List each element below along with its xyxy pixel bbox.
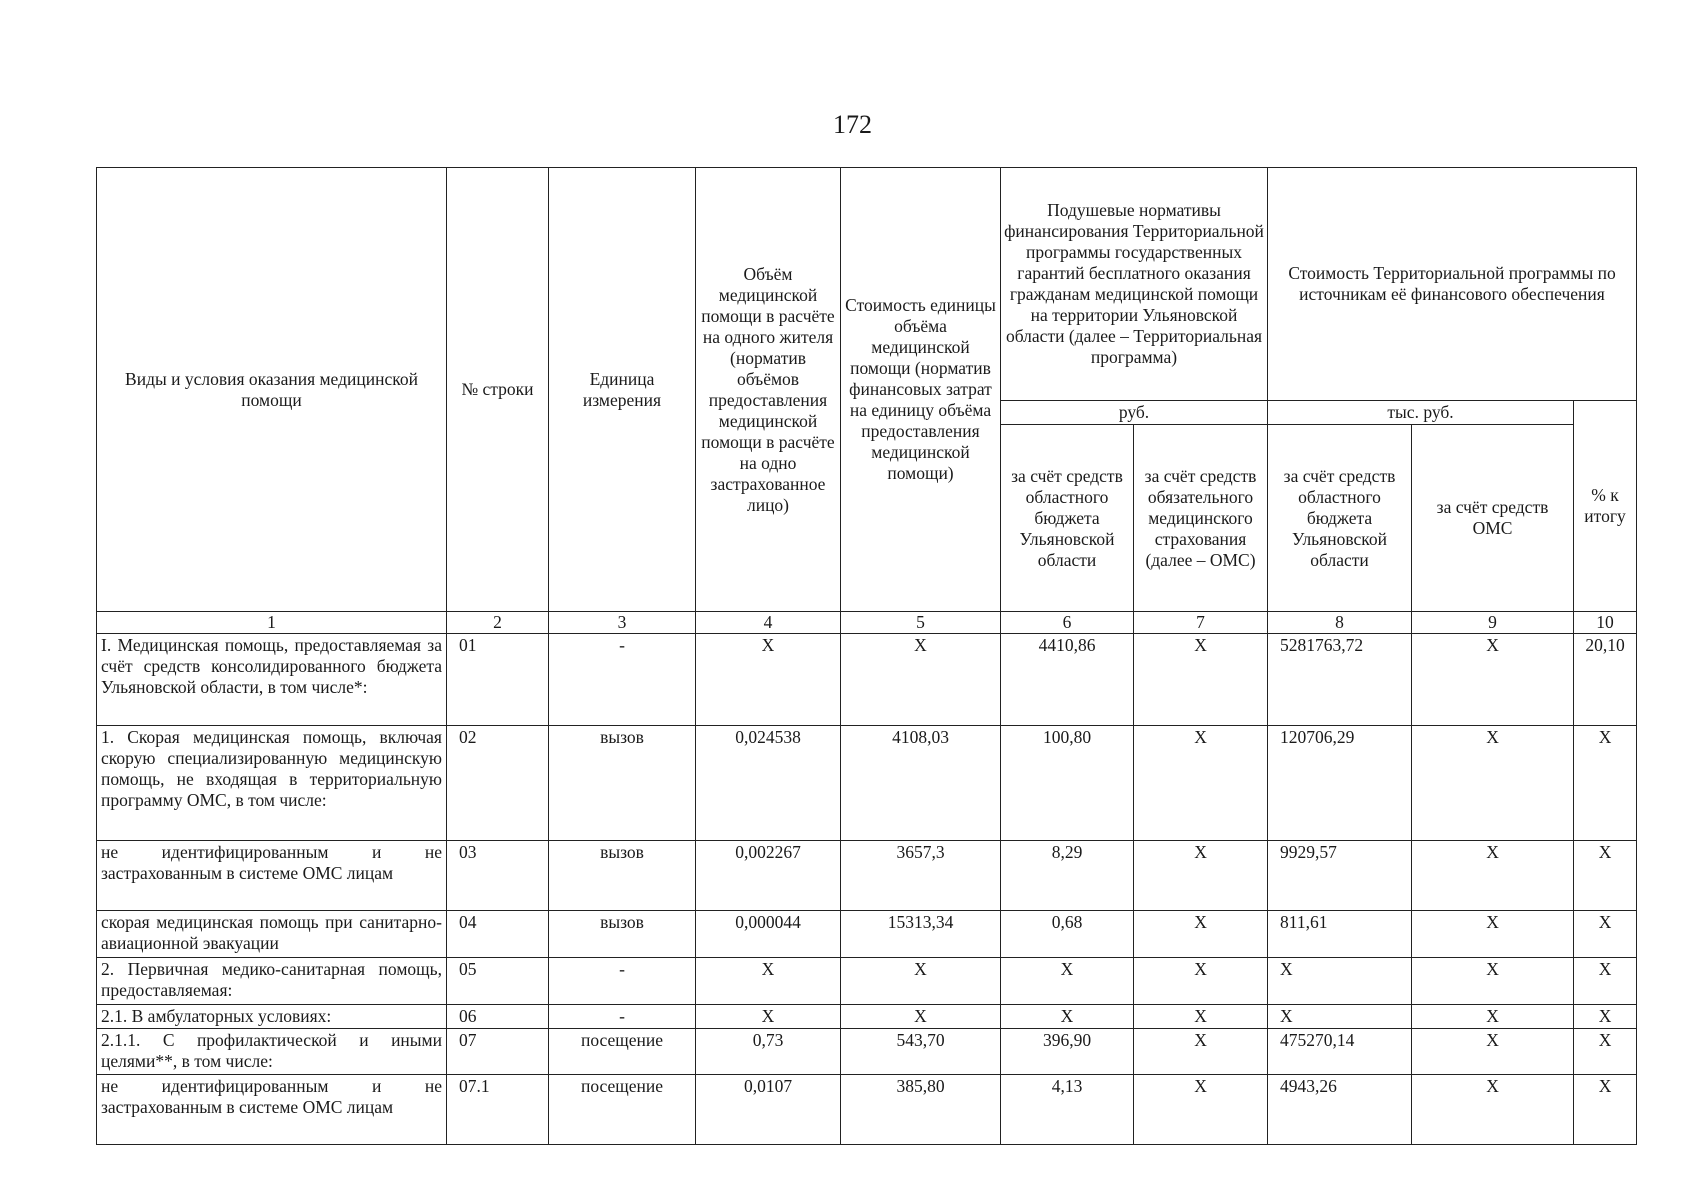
row-line-number: 01 bbox=[447, 634, 549, 726]
row-per-capita-budget: 8,29 bbox=[1001, 841, 1134, 911]
table-row bbox=[97, 726, 1637, 841]
row-percent: X bbox=[1574, 1005, 1637, 1029]
header-unit-thousand-rub: тыс. руб. bbox=[1268, 401, 1574, 425]
row-percent: X bbox=[1574, 1075, 1637, 1145]
row-per-capita-budget: 4,13 bbox=[1001, 1075, 1134, 1145]
header-per-capita-oms: за счёт средств обязательного медицинского страхования (далее – ОМС) bbox=[1134, 425, 1268, 612]
table-header bbox=[97, 168, 1637, 634]
table-row bbox=[97, 958, 1637, 1005]
header-per-capita-normatives: Подушевые нормативы финансирования Территориальной программы государственных гарантий бесплатного оказания гражданам медицинской помощи на территории Ульяновской области (далее – Территориальная программа) bbox=[1001, 168, 1268, 401]
row-line-number: 05 bbox=[447, 958, 549, 1005]
column-number: 2 bbox=[447, 612, 549, 634]
header-per-capita-budget: за счёт средств областного бюджета Ульяновской области bbox=[1001, 425, 1134, 612]
column-number: 4 bbox=[696, 612, 841, 634]
row-per-capita-oms: X bbox=[1134, 911, 1268, 958]
row-unit: - bbox=[549, 634, 696, 726]
row-volume: 0,024538 bbox=[696, 726, 841, 841]
page-number: 172 bbox=[833, 110, 872, 139]
column-number: 10 bbox=[1574, 612, 1637, 634]
row-volume: 0,002267 bbox=[696, 841, 841, 911]
row-line-number: 06 bbox=[447, 1005, 549, 1029]
row-cost-budget: 4943,26 bbox=[1268, 1075, 1412, 1145]
row-cost-budget: 9929,57 bbox=[1268, 841, 1412, 911]
header-unit-cost: Стоимость единицы объёма медицинской помощи (норматив финансовых затрат на единицу объёма предоставления медицинской помощи) bbox=[841, 168, 1001, 612]
row-name: 2.1.1. С профилактической и иными целями**, в том числе: bbox=[97, 1029, 447, 1075]
row-name: I. Медицинская помощь, предоставляемая за счёт средств консолидированного бюджета Ульяновской области, в том числе*: bbox=[97, 634, 447, 726]
header-cost-budget: за счёт средств областного бюджета Ульяновской области bbox=[1268, 425, 1412, 612]
column-number: 5 bbox=[841, 612, 1001, 634]
header-cost-oms: за счёт средств ОМС bbox=[1412, 425, 1574, 612]
row-unit: - bbox=[549, 1005, 696, 1029]
table-row bbox=[97, 1005, 1637, 1029]
row-per-capita-budget: 0,68 bbox=[1001, 911, 1134, 958]
row-name: 1. Скорая медицинская помощь, включая скорую специализированную медицинскую помощь, не входящая в территориальную программу ОМС, в том числе: bbox=[97, 726, 447, 841]
row-unit-cost: X bbox=[841, 958, 1001, 1005]
row-unit-cost: 15313,34 bbox=[841, 911, 1001, 958]
row-unit-cost: X bbox=[841, 634, 1001, 726]
row-cost-oms: X bbox=[1412, 726, 1574, 841]
row-unit: вызов bbox=[549, 841, 696, 911]
column-number: 7 bbox=[1134, 612, 1268, 634]
row-per-capita-oms: X bbox=[1134, 726, 1268, 841]
row-line-number: 04 bbox=[447, 911, 549, 958]
header-volume: Объём медицинской помощи в расчёте на одного жителя (норматив объёмов предоставления медицинской помощи в расчёте на одно застрахованное лицо) bbox=[696, 168, 841, 612]
row-per-capita-budget: X bbox=[1001, 1005, 1134, 1029]
row-cost-oms: X bbox=[1412, 634, 1574, 726]
row-name: 2. Первичная медико-санитарная помощь, предоставляемая: bbox=[97, 958, 447, 1005]
row-per-capita-oms: X bbox=[1134, 958, 1268, 1005]
header-unit: Единица измерения bbox=[549, 168, 696, 612]
column-number: 3 bbox=[549, 612, 696, 634]
row-volume: 0,0107 bbox=[696, 1075, 841, 1145]
row-line-number: 02 bbox=[447, 726, 549, 841]
row-volume: X bbox=[696, 634, 841, 726]
row-per-capita-oms: X bbox=[1134, 1005, 1268, 1029]
table-row bbox=[97, 634, 1637, 726]
row-cost-budget: 811,61 bbox=[1268, 911, 1412, 958]
row-unit-cost: 385,80 bbox=[841, 1075, 1001, 1145]
row-volume: 0,000044 bbox=[696, 911, 841, 958]
row-name: не идентифицированным и не застрахованным в системе ОМС лицам bbox=[97, 1075, 447, 1145]
row-percent: 20,10 bbox=[1574, 634, 1637, 726]
row-cost-oms: X bbox=[1412, 1075, 1574, 1145]
table-row bbox=[97, 1029, 1637, 1075]
row-cost-oms: X bbox=[1412, 911, 1574, 958]
row-unit: посещение bbox=[549, 1075, 696, 1145]
table-row bbox=[97, 911, 1637, 958]
row-per-capita-oms: X bbox=[1134, 841, 1268, 911]
row-cost-budget: 475270,14 bbox=[1268, 1029, 1412, 1075]
row-line-number: 07.1 bbox=[447, 1075, 549, 1145]
row-cost-oms: X bbox=[1412, 841, 1574, 911]
row-percent: X bbox=[1574, 726, 1637, 841]
row-volume: 0,73 bbox=[696, 1029, 841, 1075]
column-numbers-row bbox=[97, 612, 1637, 634]
header-line-number: № строки bbox=[447, 168, 549, 612]
row-cost-oms: X bbox=[1412, 958, 1574, 1005]
row-unit: - bbox=[549, 958, 696, 1005]
column-number: 9 bbox=[1412, 612, 1574, 634]
row-percent: X bbox=[1574, 841, 1637, 911]
row-cost-budget: X bbox=[1268, 1005, 1412, 1029]
header-program-cost: Стоимость Территориальной программы по источникам её финансового обеспечения bbox=[1268, 168, 1637, 401]
row-cost-budget: 5281763,72 bbox=[1268, 634, 1412, 726]
column-number: 1 bbox=[97, 612, 447, 634]
row-cost-oms: X bbox=[1412, 1005, 1574, 1029]
column-number: 8 bbox=[1268, 612, 1412, 634]
row-per-capita-budget: X bbox=[1001, 958, 1134, 1005]
header-kinds-of-care: Виды и условия оказания медицинской помощи bbox=[97, 168, 447, 612]
header-percent-total: % к итогу bbox=[1574, 401, 1637, 612]
row-volume: X bbox=[696, 958, 841, 1005]
table-row bbox=[97, 1075, 1637, 1145]
row-line-number: 03 bbox=[447, 841, 549, 911]
row-per-capita-oms: X bbox=[1134, 1075, 1268, 1145]
row-percent: X bbox=[1574, 911, 1637, 958]
row-percent: X bbox=[1574, 958, 1637, 1005]
row-per-capita-budget: 396,90 bbox=[1001, 1029, 1134, 1075]
row-cost-oms: X bbox=[1412, 1029, 1574, 1075]
row-volume: X bbox=[696, 1005, 841, 1029]
row-percent: X bbox=[1574, 1029, 1637, 1075]
row-name: не идентифицированным и не застрахованным в системе ОМС лицам bbox=[97, 841, 447, 911]
row-per-capita-oms: X bbox=[1134, 634, 1268, 726]
row-per-capita-budget: 100,80 bbox=[1001, 726, 1134, 841]
row-cost-budget: X bbox=[1268, 958, 1412, 1005]
column-number: 6 bbox=[1001, 612, 1134, 634]
row-unit: вызов bbox=[549, 726, 696, 841]
row-per-capita-oms: X bbox=[1134, 1029, 1268, 1075]
row-unit: посещение bbox=[549, 1029, 696, 1075]
row-name: скорая медицинская помощь при санитарно-авиационной эвакуации bbox=[97, 911, 447, 958]
table-row bbox=[97, 841, 1637, 911]
row-unit-cost: 543,70 bbox=[841, 1029, 1001, 1075]
row-line-number: 07 bbox=[447, 1029, 549, 1075]
program-cost-table bbox=[96, 167, 1637, 1145]
row-unit: вызов bbox=[549, 911, 696, 958]
row-per-capita-budget: 4410,86 bbox=[1001, 634, 1134, 726]
header-unit-rub: руб. bbox=[1001, 401, 1268, 425]
row-unit-cost: 3657,3 bbox=[841, 841, 1001, 911]
row-name: 2.1. В амбулаторных условиях: bbox=[97, 1005, 447, 1029]
row-unit-cost: X bbox=[841, 1005, 1001, 1029]
row-unit-cost: 4108,03 bbox=[841, 726, 1001, 841]
row-cost-budget: 120706,29 bbox=[1268, 726, 1412, 841]
table-body bbox=[97, 634, 1637, 1145]
